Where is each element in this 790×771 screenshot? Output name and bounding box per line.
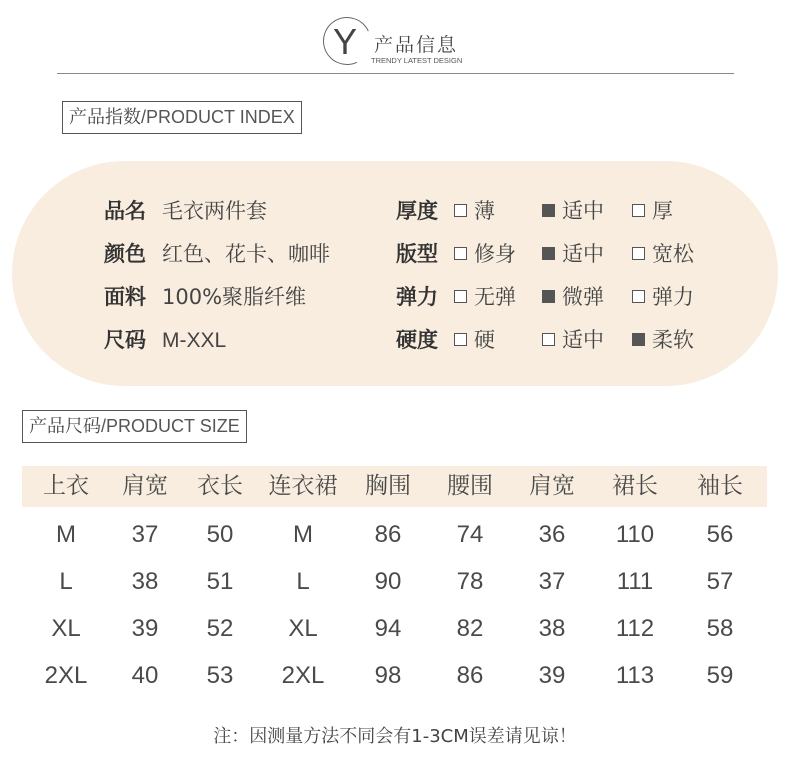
grade-option-label: 厚 — [652, 199, 673, 223]
table-cell: 111 — [616, 568, 654, 595]
grade-option-label: 弹力 — [652, 285, 694, 309]
table-cell: 37 — [131, 521, 159, 548]
table-cell: 98 — [374, 662, 402, 689]
grade-option-label: 修身 — [474, 242, 516, 266]
grade-option-label: 硬 — [474, 328, 495, 352]
grade-key: 弹力 — [396, 285, 438, 309]
attribute-key: 面料 — [104, 285, 146, 309]
checkbox-icon — [632, 290, 645, 303]
attribute-row-size — [104, 325, 226, 355]
checkbox-checked-icon — [542, 290, 555, 303]
product-index-label — [62, 101, 302, 134]
size-table-header — [22, 466, 767, 507]
table-cell: 39 — [131, 615, 159, 642]
product-size-label-cn: 产品尺码 — [29, 416, 101, 437]
table-cell: 78 — [456, 568, 484, 595]
grade-option-label: 薄 — [474, 199, 495, 223]
table-cell: 2XL — [281, 662, 325, 689]
grade-option — [454, 239, 516, 269]
table-cell: 86 — [374, 521, 402, 548]
attribute-key: 尺码 — [104, 328, 146, 352]
table-cell: 94 — [374, 615, 402, 642]
table-cell: 112 — [615, 615, 655, 642]
grade-option-label: 宽松 — [652, 242, 694, 266]
checkbox-icon — [542, 333, 555, 346]
attribute-row-name — [104, 196, 267, 226]
product-size-label-sep: / — [101, 416, 107, 436]
table-cell: M — [56, 521, 76, 548]
column-header: 袖长 — [697, 473, 743, 499]
column-header: 连衣裙 — [268, 473, 338, 499]
table-cell: 39 — [538, 662, 566, 689]
checkbox-icon — [454, 290, 467, 303]
table-cell: 40 — [131, 662, 159, 689]
attribute-value: 红色、花卡、咖啡 — [162, 242, 330, 266]
attribute-row-fabric — [104, 282, 306, 312]
checkbox-checked-icon — [542, 204, 555, 217]
table-cell: 38 — [538, 615, 566, 642]
column-header: 腰围 — [447, 473, 493, 499]
grade-option — [542, 282, 604, 312]
product-size-label-en: PRODUCT SIZE — [106, 416, 240, 436]
table-cell: 52 — [206, 615, 234, 642]
grade-option-label: 无弹 — [474, 285, 516, 309]
table-cell: 50 — [206, 521, 234, 548]
table-cell: 51 — [206, 568, 234, 595]
grade-option — [632, 239, 694, 269]
grade-option-label: 适中 — [562, 242, 604, 266]
page-title: 产品信息 — [374, 34, 459, 56]
checkbox-checked-icon — [632, 333, 645, 346]
attribute-value: 毛衣两件套 — [162, 199, 267, 223]
table-cell: 56 — [706, 521, 734, 548]
attribute-value: M-XXL — [162, 329, 227, 352]
table-cell: 58 — [706, 615, 734, 642]
table-cell: 2XL — [44, 662, 88, 689]
table-cell: 57 — [706, 568, 734, 595]
grade-option — [632, 282, 694, 312]
measurement-note: 注：因测量方法不同会有1-3CM误差请见谅！ — [213, 726, 577, 747]
logo-letter: Y — [333, 21, 358, 62]
checkbox-icon — [454, 333, 467, 346]
grade-option — [542, 325, 604, 355]
attribute-key: 颜色 — [104, 242, 146, 266]
grade-option — [542, 196, 604, 226]
table-cell: L — [296, 568, 310, 595]
checkbox-icon — [454, 247, 467, 260]
grade-option — [454, 325, 495, 355]
column-header: 裙长 — [612, 473, 658, 499]
column-header: 衣长 — [197, 473, 243, 499]
product-index-label-sep: / — [141, 107, 147, 127]
table-cell: 86 — [456, 662, 484, 689]
attribute-row-color — [104, 239, 330, 269]
table-cell: 36 — [538, 521, 566, 548]
column-header: 胸围 — [365, 473, 411, 499]
product-index-label-cn: 产品指数 — [69, 107, 141, 128]
table-cell: 53 — [206, 662, 234, 689]
attribute-key: 品名 — [104, 199, 146, 223]
product-index-label-en: PRODUCT INDEX — [146, 107, 295, 127]
checkbox-icon — [632, 247, 645, 260]
table-cell: 90 — [374, 568, 402, 595]
table-cell: XL — [51, 615, 81, 642]
grade-option-label: 适中 — [562, 328, 604, 352]
grade-option-label: 柔软 — [652, 328, 694, 352]
page-header — [0, 0, 790, 80]
grade-key: 版型 — [396, 242, 438, 266]
checkbox-icon — [454, 204, 467, 217]
table-cell: 37 — [538, 568, 566, 595]
grade-option — [454, 282, 516, 312]
product-size-label — [22, 410, 247, 443]
header-divider — [57, 73, 734, 74]
table-cell: L — [59, 568, 73, 595]
table-cell: 82 — [456, 615, 484, 642]
table-cell: 74 — [456, 521, 484, 548]
grade-option — [632, 325, 694, 355]
grade-option — [542, 239, 604, 269]
table-cell: 113 — [615, 662, 655, 689]
grade-option-label: 微弹 — [562, 285, 604, 309]
grade-option — [632, 196, 673, 226]
checkbox-icon — [632, 204, 645, 217]
checkbox-checked-icon — [542, 247, 555, 260]
attribute-value: 100%聚脂纤维 — [162, 285, 307, 309]
grade-key: 硬度 — [396, 328, 438, 352]
column-header: 肩宽 — [529, 473, 575, 499]
column-header: 上衣 — [43, 473, 89, 499]
table-cell: 110 — [615, 521, 655, 548]
grade-key: 厚度 — [396, 199, 438, 223]
column-header: 肩宽 — [122, 473, 168, 499]
table-cell: 59 — [706, 662, 734, 689]
table-cell: XL — [288, 615, 318, 642]
table-cell: 38 — [131, 568, 159, 595]
table-cell: M — [293, 521, 313, 548]
grade-option — [454, 196, 495, 226]
page-subtitle: TRENDY LATEST DESIGN — [371, 56, 463, 65]
grade-option-label: 适中 — [562, 199, 604, 223]
